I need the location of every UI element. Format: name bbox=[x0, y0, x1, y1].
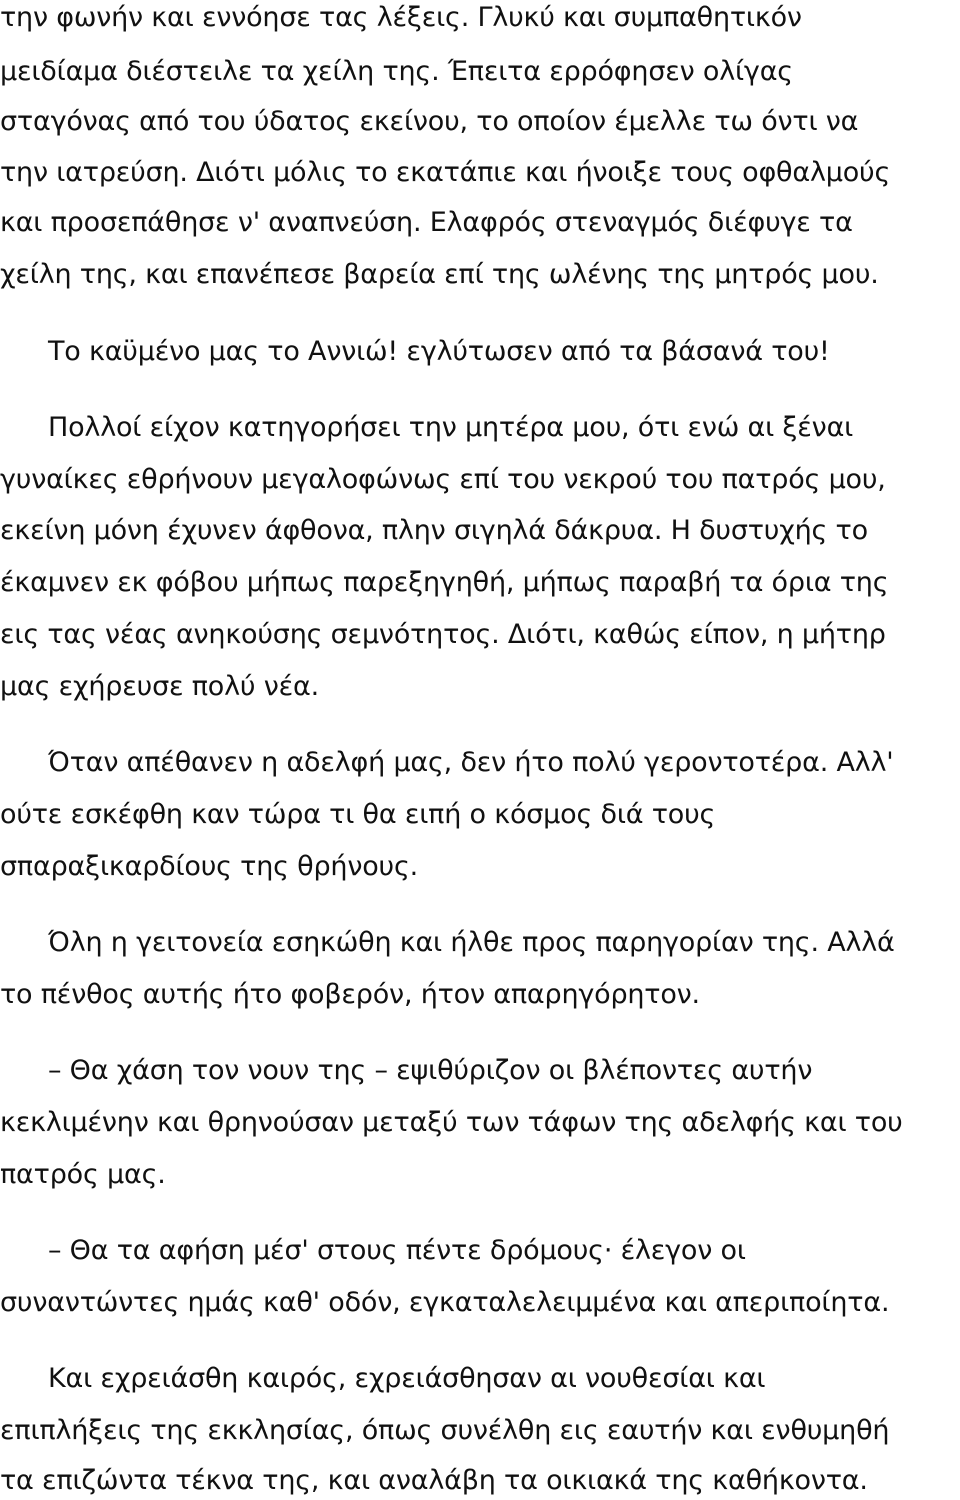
text-line: και προσεπάθησε ν' αναπνεύση. Ελαφρός στεναγμός διέφυγε τα bbox=[0, 207, 853, 238]
text-line: κεκλιμένην και θρηνούσαν μεταξύ των τάφων της αδελφής και του bbox=[0, 1107, 903, 1138]
text-line: Το καϋμένο μας το Αννιώ! εγλύτωσεν από τα βάσανά του! bbox=[48, 336, 830, 367]
text-line: την φωνήν και εννόησε τας λέξεις. Γλυκύ και συμπαθητικόν bbox=[0, 2, 802, 33]
text-line: την ιατρεύση. Διότι μόλις το εκατάπιε και ήνοιξε τους οφθαλμούς bbox=[0, 157, 891, 188]
text-line: μας εχήρευσε πολύ νέα. bbox=[0, 671, 319, 702]
text-line: ούτε εσκέφθη καν τώρα τι θα ειπή ο κόσμος διά τους bbox=[0, 799, 716, 830]
text-line: χείλη της, και επανέπεσε βαρεία επί της ωλένης της μητρός μου. bbox=[0, 259, 879, 290]
text-line: Όταν απέθανεν η αδελφή μας, δεν ήτο πολύ γεροντοτέρα. Αλλ' bbox=[48, 747, 894, 778]
text-line: Όλη η γειτονεία εσηκώθη και ήλθε προς παρηγορίαν της. Αλλά bbox=[48, 927, 895, 958]
text-line: εις τας νέας ανηκούσης σεμνότητος. Διότι, καθώς είπον, η μήτηρ bbox=[0, 619, 886, 650]
text-line: τα επιζώντα τέκνα της, και αναλάβη τα οικιακά της καθήκοντα. bbox=[0, 1465, 868, 1496]
text-line: σπαραξικαρδίους της θρήνους. bbox=[0, 851, 418, 882]
text-line: μειδίαμα διέστειλε τα χείλη της. Έπειτα ερρόφησεν ολίγας bbox=[0, 56, 793, 87]
text-line: – Θα τα αφήση μέσ' στους πέντε δρόμους· έλεγον οι bbox=[48, 1235, 746, 1266]
text-line: πατρός μας. bbox=[0, 1159, 166, 1190]
text-line: το πένθος αυτής ήτο φοβερόν, ήτον απαρηγόρητον. bbox=[0, 979, 700, 1010]
text-line: – Θα χάση τον νουν της – εψιθύριζον οι βλέποντες αυτήν bbox=[48, 1055, 813, 1086]
text-line: έκαμνεν εκ φόβου μήπως παρεξηγηθή, μήπως παραβή τα όρια της bbox=[0, 567, 889, 598]
text-line: σταγόνας από του ύδατος εκείνου, το οποίον έμελλε τω όντι να bbox=[0, 106, 859, 137]
text-line: Πολλοί είχον κατηγορήσει την μητέρα μου, ότι ενώ αι ξέναι bbox=[48, 412, 854, 443]
text-line: συναντώντες ημάς καθ' οδόν, εγκαταλελειμμένα και απεριποίητα. bbox=[0, 1287, 890, 1318]
text-line: γυναίκες εθρήνουν μεγαλοφώνως επί του νεκρού του πατρός μου, bbox=[0, 464, 886, 495]
text-line: επιπλήξεις της εκκλησίας, όπως συνέλθη εις εαυτήν και ενθυμηθή bbox=[0, 1415, 890, 1446]
text-line: Και εχρειάσθη καιρός, εχρειάσθησαν αι νουθεσίαι και bbox=[48, 1363, 766, 1394]
text-line: εκείνη μόνη έχυνεν άφθονα, πλην σιγηλά δάκρυα. Η δυστυχής το bbox=[0, 515, 868, 546]
